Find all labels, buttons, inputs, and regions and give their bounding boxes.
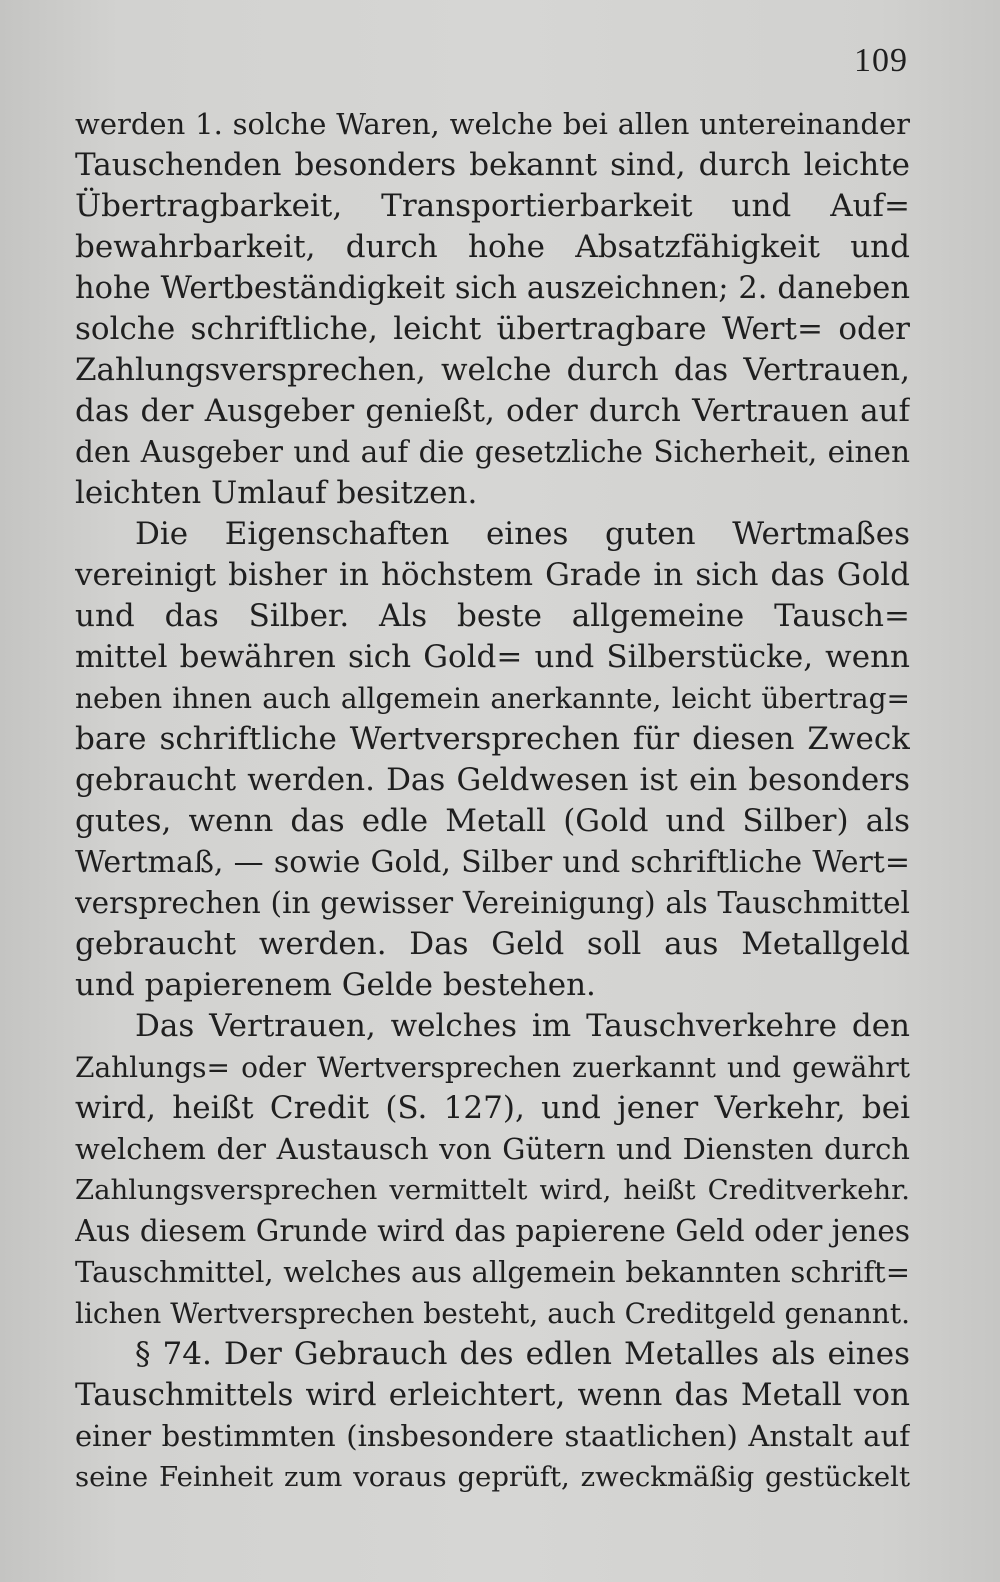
text-line: Aus diesem Grunde wird das papierene Geld oder jenes: [75, 1214, 910, 1248]
text-line: gebraucht werden. Das Geldwesen ist ein besonders: [75, 762, 910, 798]
text-line: mittel bewähren sich Gold= und Silberstücke, wenn: [75, 639, 910, 675]
text-line: gutes, wenn das edle Metall (Gold und Silber) als: [75, 803, 910, 839]
text-line: wird, heißt Credit (S. 127), und jener Verkehr, bei: [75, 1090, 910, 1126]
text-line: § 74. Der Gebrauch des edlen Metalles als eines: [135, 1336, 910, 1372]
text-line: welchem der Austausch von Gütern und Diensten durch: [75, 1132, 910, 1166]
text-line: lichen Wertversprechen besteht, auch Creditgeld genannt.: [75, 1297, 910, 1330]
text-line: gebraucht werden. Das Geld soll aus Metallgeld: [75, 926, 910, 962]
text-line: Tauschenden besonders bekannt sind, durch leichte: [75, 147, 910, 183]
text-line: Tauschmittels wird erleichtert, wenn das Metall von: [75, 1377, 910, 1413]
text-line: das der Ausgeber genießt, oder durch Vertrauen auf: [75, 393, 910, 429]
text-line: Zahlungsversprechen, welche durch das Vertrauen,: [75, 352, 910, 388]
text-line: einer bestimmten (insbesondere staatlichen) Anstalt auf: [75, 1419, 910, 1453]
text-line: versprechen (in gewisser Vereinigung) als Tauschmittel: [75, 886, 910, 920]
text-line: leichten Umlauf besitzen.: [75, 475, 478, 511]
text-line: bare schriftliche Wertversprechen für diesen Zweck: [75, 721, 910, 757]
text-line: werden 1. solche Waren, welche bei allen untereinander: [75, 107, 910, 141]
text-line: hohe Wertbeständigkeit sich auszeichnen; 2. daneben: [75, 271, 910, 306]
paragraph-2: [75, 514, 910, 1006]
text-line: vereinigt bisher in höchstem Grade in sich das Gold: [75, 557, 910, 593]
body-text: [75, 104, 910, 1498]
text-line: und papierenem Gelde bestehen.: [75, 967, 596, 1003]
text-line: seine Feinheit zum voraus geprüft, zweckmäßig gestückelt: [75, 1461, 910, 1493]
text-line: Das Vertrauen, welches im Tauschverkehre den: [135, 1008, 910, 1044]
text-line: neben ihnen auch allgemein anerkannte, leicht übertrag=: [75, 682, 910, 715]
text-line: Tauschmittel, welches aus allgemein bekannten schrift=: [75, 1255, 910, 1289]
text-line: Wertmaß, — sowie Gold, Silber und schriftliche Wert=: [75, 845, 910, 880]
text-line: solche schriftliche, leicht übertragbare Wert= oder: [75, 311, 910, 347]
text-line: und das Silber. Als beste allgemeine Tausch=: [75, 598, 910, 634]
text-line: den Ausgeber und auf die gesetzliche Sicherheit, einen: [75, 435, 910, 469]
page-number: 109: [854, 42, 908, 79]
text-line: bewahrbarkeit, durch hohe Absatzfähigkeit und: [75, 229, 910, 265]
paragraph-1: [75, 104, 910, 514]
text-line: Die Eigenschaften eines guten Wertmaßes: [135, 516, 910, 552]
paragraph-3: [75, 1006, 910, 1334]
section-74-paragraph: [75, 1334, 910, 1498]
text-line: Zahlungsversprechen vermittelt wird, heißt Creditverkehr.: [75, 1174, 910, 1206]
text-line: Zahlungs= oder Wertversprechen zuerkannt und gewährt: [75, 1051, 910, 1084]
text-line: Übertragbarkeit, Transportierbarkeit und Auf=: [75, 188, 910, 224]
